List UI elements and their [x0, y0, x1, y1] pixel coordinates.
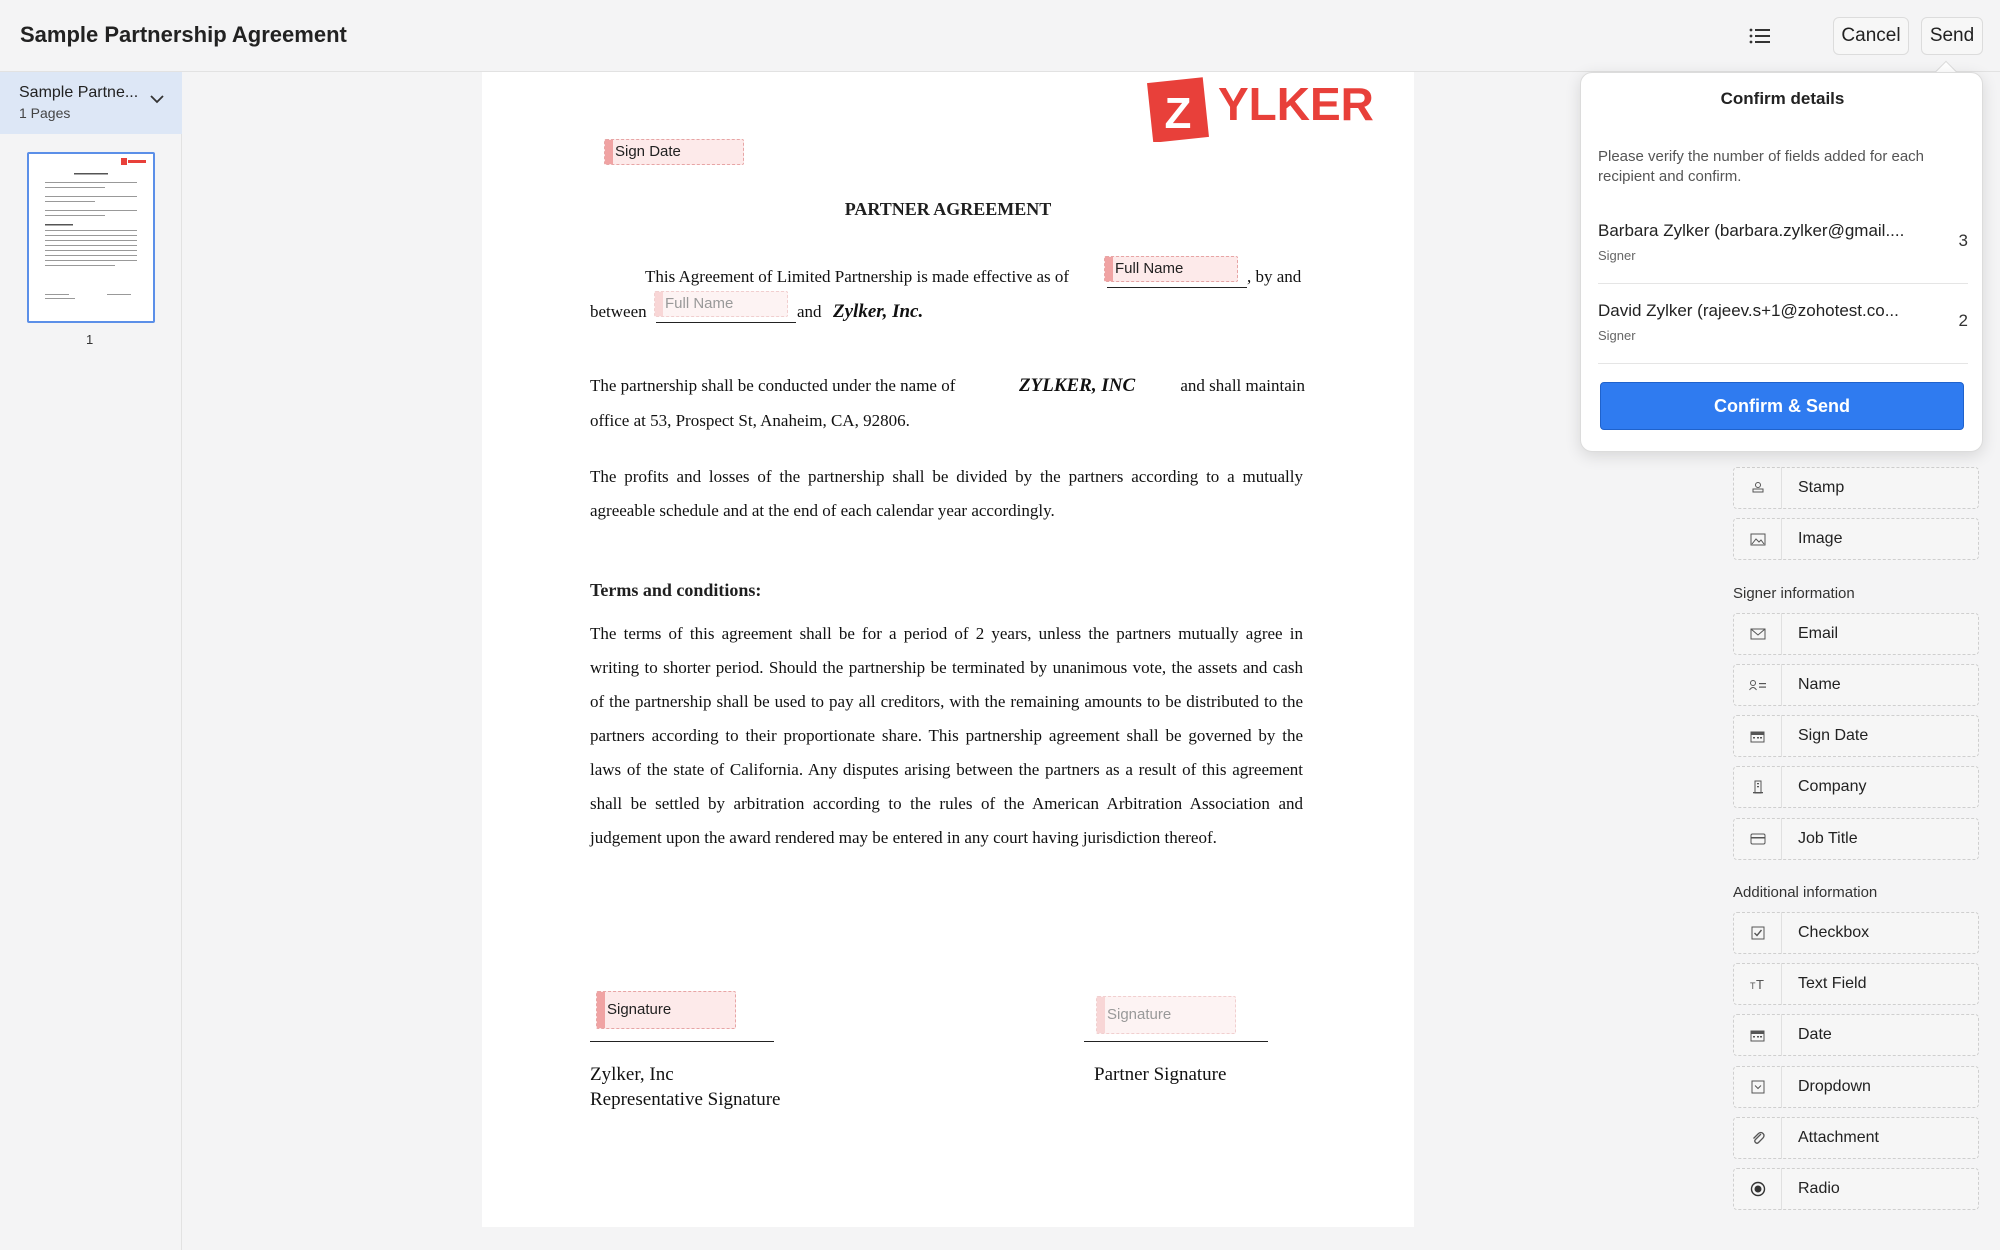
signature-field[interactable] — [596, 991, 736, 1029]
chevron-down-icon[interactable] — [148, 90, 166, 108]
document-name: Sample Partne... — [19, 84, 139, 101]
para3: The profits and losses of the partnership shall be divided by the partners according to a mutually agreeable schedule and at the end of each calendar year accordingly. — [590, 467, 1303, 520]
palette-sign-date[interactable]: Sign Date — [1733, 715, 1979, 757]
para2-text-start: The partnership shall be conducted under the name of — [590, 376, 956, 395]
thumbnail-preview — [29, 154, 153, 321]
sign-date-field[interactable] — [604, 139, 744, 165]
para2-address: office at 53, Prospect St, Anaheim, CA, 92806. — [590, 411, 910, 430]
para1-and: and — [797, 302, 822, 321]
signature-field-2[interactable] — [1096, 996, 1236, 1034]
palette-attachment[interactable]: Attachment — [1733, 1117, 1979, 1159]
name-icon — [1734, 664, 1782, 706]
sig-right: Partner Signature — [1094, 1064, 1227, 1085]
svg-text:Z: Z — [1164, 89, 1192, 138]
recipient-field-count: 2 — [1958, 311, 1968, 330]
svg-text:T: T — [1749, 981, 1755, 990]
para2-company: ZYLKER, INC — [1019, 375, 1136, 396]
document-thumbnail-panel — [0, 72, 182, 1250]
document-list-item[interactable] — [0, 72, 182, 134]
full-name-field-2-label: Full Name — [665, 295, 734, 312]
additional-info-title: Additional information — [1733, 884, 1878, 901]
agreement-heading: PARTNER AGREEMENT — [844, 199, 1052, 219]
svg-text:T: T — [1755, 978, 1764, 990]
popover-description: Please verify the number of fields added for each recipient and confirm. — [1598, 148, 1925, 185]
signer-info-title: Signer information — [1733, 585, 1855, 602]
terms-body: The terms of this agreement shall be for a period of 2 years, unless the partners mutually agree in writing to shorter period. Should the partnership be terminated by unanimous vote, the assets and cash of the partnership shall be used to pay all creditors, with the remaining amounts to be distributed to the partners according to their proportionate share. This partnership agreement shall be governed by the laws of the state of California. Any disputes arising between the partners as a result of this agreement shall be settled by arbitration according to the rules of the American Arbitration Association and judgement upon the award rendered may be entered in any court having jurisdiction thereof. — [590, 624, 1303, 847]
palette-date[interactable]: Date — [1733, 1014, 1979, 1056]
full-name-field-label: Full Name — [1115, 260, 1184, 277]
stamp-icon — [1734, 467, 1782, 509]
sign-date-field-label: Sign Date — [615, 143, 681, 160]
field-list-button[interactable] — [1740, 18, 1780, 54]
cancel-button[interactable]: Cancel — [1833, 17, 1909, 55]
popover-title: Confirm details — [1720, 89, 1845, 108]
text-field-icon — [1734, 963, 1782, 1005]
palette-dropdown[interactable]: Dropdown — [1733, 1066, 1979, 1108]
checkbox-icon — [1734, 912, 1782, 954]
palette-image[interactable]: Image — [1733, 518, 1979, 560]
para1-between: between — [590, 302, 647, 321]
palette-radio[interactable]: Radio — [1733, 1168, 1979, 1210]
recipient-row — [1598, 301, 1968, 379]
signature-field-2-label: Signature — [1107, 1006, 1172, 1023]
sig-left-line1: Zylker, Inc — [590, 1064, 674, 1085]
recipient-name: Barbara Zylker (barbara.zylker@gmail.... — [1598, 221, 1905, 240]
palette-checkbox[interactable]: Checkbox — [1733, 912, 1979, 954]
palette-company[interactable]: Company — [1733, 766, 1979, 808]
palette-email[interactable]: Email — [1733, 613, 1979, 655]
building-icon — [1734, 766, 1782, 808]
terms-heading: Terms and conditions: — [590, 580, 762, 600]
para1-text-start: This Agreement of Limited Partnership is made effective as of — [645, 267, 1070, 286]
svg-text:YLKER: YLKER — [1218, 78, 1374, 130]
full-name-field[interactable] — [1104, 256, 1238, 282]
id-card-icon — [1734, 818, 1782, 860]
calendar-icon — [1734, 1014, 1782, 1056]
radio-icon — [1734, 1168, 1782, 1210]
confirm-and-send-button[interactable]: Confirm & Send — [1600, 382, 1964, 430]
confirm-details-popover — [1580, 72, 1983, 452]
recipient-name: David Zylker (rajeev.s+1@zohotest.co... — [1598, 301, 1899, 320]
full-name-field-2[interactable] — [654, 291, 788, 317]
para2-text-end: and shall maintain — [1180, 376, 1305, 395]
signature-field-label: Signature — [607, 1001, 672, 1018]
palette-text-field[interactable]: T T Text Field — [1733, 963, 1979, 1005]
recipient-role: Signer — [1598, 328, 1636, 343]
document-page — [482, 72, 1414, 1227]
paperclip-icon — [1734, 1117, 1782, 1159]
thumbnail-page-number: 1 — [86, 332, 94, 347]
document-title: Sample Partnership Agreement — [20, 22, 347, 47]
recipient-row — [1598, 221, 1968, 299]
para1-text-end: , by and — [1247, 267, 1302, 286]
page-thumbnail[interactable] — [27, 152, 155, 323]
zylker-logo — [1140, 72, 1380, 142]
send-button[interactable]: Send — [1921, 17, 1983, 55]
para1-company: Zylker, Inc. — [833, 301, 924, 322]
top-bar — [0, 0, 2000, 72]
recipient-field-count: 3 — [1958, 231, 1968, 250]
palette-stamp[interactable]: Stamp — [1733, 467, 1979, 509]
image-icon — [1734, 518, 1782, 560]
recipient-role: Signer — [1598, 248, 1636, 263]
calendar-icon — [1734, 715, 1782, 757]
mail-icon — [1734, 613, 1782, 655]
palette-name[interactable]: Name — [1733, 664, 1979, 706]
list-icon — [1749, 27, 1771, 45]
sig-left-line2: Representative Signature — [590, 1089, 781, 1110]
palette-job-title[interactable]: Job Title — [1733, 818, 1979, 860]
dropdown-icon — [1734, 1066, 1782, 1108]
document-page-count: 1 Pages — [19, 105, 71, 121]
